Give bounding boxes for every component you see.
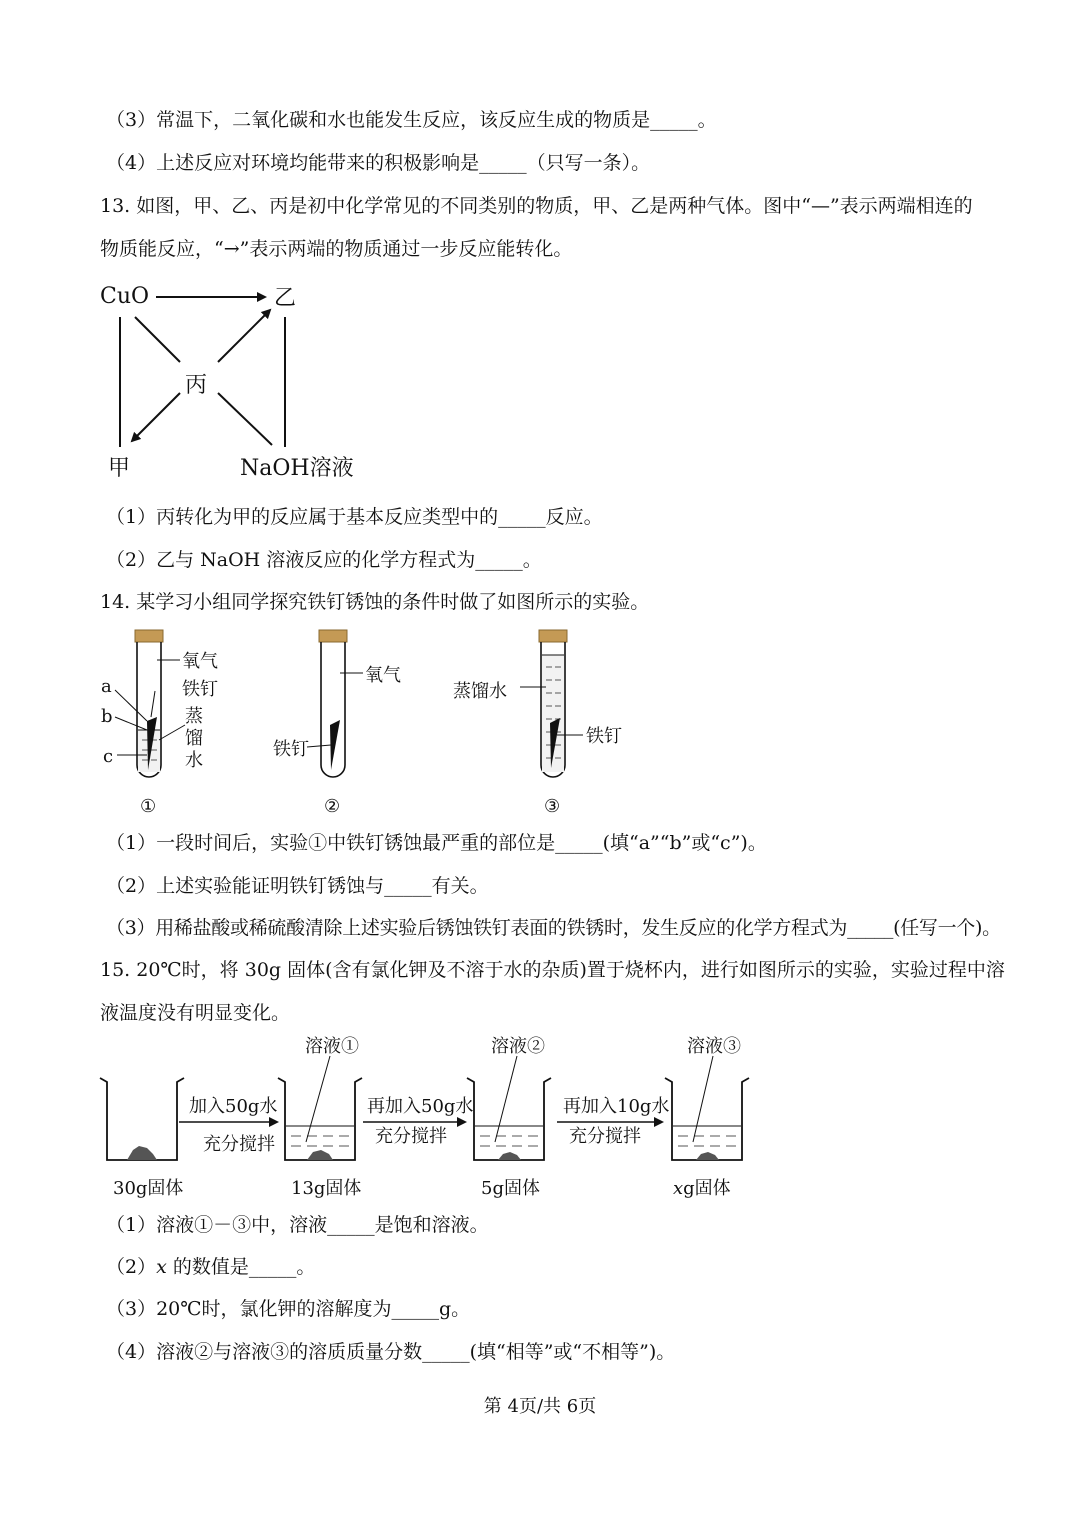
q14-part1: （1）一段时间后，实验①中铁钉锈蚀最严重的部位是_____(填“a”“b”或“c”)。 — [106, 832, 767, 854]
tube1-water-2: 馏 — [185, 728, 203, 749]
test-tube-1 — [115, 630, 185, 777]
q15-part2 — [106, 1254, 315, 1280]
tube1-nail: 铁钉 — [182, 679, 218, 700]
test-tube-3 — [520, 630, 583, 777]
arrow3-label: 再加入10g水 — [563, 1096, 670, 1117]
arrow3-stir: 充分搅拌 — [569, 1126, 641, 1147]
q12-part4: （4）上述反应对环境均能带来的积极影响是_____（只写一条）。 — [106, 152, 651, 174]
diagram-cuo: CuO — [100, 284, 150, 309]
label-a: a — [101, 676, 112, 697]
q14-part2: （2）上述实验能证明铁钉锈蚀与_____有关。 — [106, 875, 489, 897]
q14-stem: 14. 某学习小组同学探究铁钉锈蚀的条件时做了如图所示的实验。 — [100, 591, 650, 613]
beaker-2 — [278, 1056, 362, 1160]
solution-2-label: 溶液② — [491, 1036, 545, 1057]
tube3-nail: 铁钉 — [586, 726, 622, 747]
arrow1-label: 加入50g水 — [189, 1096, 278, 1117]
solution-3-label: 溶液③ — [687, 1036, 741, 1057]
solid-13g: 13g固体 — [291, 1178, 362, 1199]
solid-5g: 5g固体 — [481, 1178, 540, 1199]
q15-stem-line2: 液温度没有明显变化。 — [100, 1002, 291, 1024]
tube2-number: ② — [324, 796, 341, 817]
solid-30g: 30g固体 — [113, 1178, 184, 1199]
q15-part1: （1）溶液①－③中，溶液_____是饱和溶液。 — [106, 1214, 489, 1236]
q13-reaction-diagram — [90, 275, 390, 490]
q15-part4: （4）溶液②与溶液③的溶质质量分数_____(填“相等”或“不相等”)。 — [106, 1341, 676, 1363]
tube1-water-1: 蒸 — [185, 706, 203, 727]
q14-test-tube-figure — [95, 625, 655, 820]
beaker-3 — [467, 1056, 551, 1160]
q13-part2: （2）乙与 NaOH 溶液反应的化学方程式为_____。 — [106, 549, 542, 571]
beaker-1 — [100, 1078, 184, 1160]
beaker-4 — [665, 1056, 749, 1160]
diagram-yi: 乙 — [274, 286, 297, 311]
diagram-jia: 甲 — [108, 456, 131, 481]
diagram-naoh: NaOH溶液 — [240, 456, 354, 481]
label-c: c — [103, 746, 114, 767]
q13-part1: （1）丙转化为甲的反应属于基本反应类型中的_____反应。 — [106, 506, 603, 528]
test-tube-2 — [307, 630, 363, 777]
tube2-oxygen: 氧气 — [365, 665, 401, 686]
q12-part3: （3）常温下，二氧化碳和水也能发生反应，该反应生成的物质是_____。 — [106, 109, 717, 131]
solid-x-unit: g固体 — [683, 1178, 731, 1199]
tube1-number: ① — [140, 796, 157, 817]
q13-stem-line1: 13. 如图，甲、乙、丙是初中化学常见的不同类别的物质，甲、乙是两种气体。图中“—”表示两端相连的 — [100, 195, 973, 217]
solid-x-label — [673, 1178, 731, 1199]
q15-part2-text: 的数值是_____。 — [166, 1256, 316, 1278]
tube1-water-3: 水 — [185, 750, 203, 771]
solid-x-var: x — [673, 1178, 684, 1199]
label-b: b — [101, 706, 113, 727]
arrow2-stir: 充分搅拌 — [375, 1126, 447, 1147]
q15-part2-var: x — [156, 1256, 167, 1278]
tube1-oxygen: 氧气 — [182, 651, 218, 672]
q15-stem-line1: 15. 20℃时，将 30g 固体(含有氯化钾及不溶于水的杂质)置于烧杯内，进行如图所示的实验，实验过程中溶 — [100, 959, 1005, 981]
tube2-nail: 铁钉 — [273, 739, 309, 760]
q14-part3: （3）用稀盐酸或稀硫酸清除上述实验后锈蚀铁钉表面的铁锈时，发生反应的化学方程式为_____(任写一个)。 — [106, 917, 1001, 939]
q15-part3: （3）20℃时，氯化钾的溶解度为_____g。 — [106, 1298, 471, 1320]
arrow2-label: 再加入50g水 — [367, 1096, 474, 1117]
q13-stem-line2: 物质能反应，“→”表示两端的物质通过一步反应能转化。 — [100, 238, 573, 260]
tube3-distilled-water: 蒸馏水 — [453, 681, 507, 702]
diagram-bing: 丙 — [185, 373, 208, 398]
arrow1-stir: 充分搅拌 — [203, 1134, 275, 1155]
page-footer: 第 4页/共 6页 — [483, 1396, 597, 1417]
q15-part2-prefix: （2） — [106, 1256, 157, 1278]
solution-1-label: 溶液① — [305, 1036, 359, 1057]
tube3-number: ③ — [544, 796, 561, 817]
q15-beaker-figure — [95, 1030, 755, 1205]
